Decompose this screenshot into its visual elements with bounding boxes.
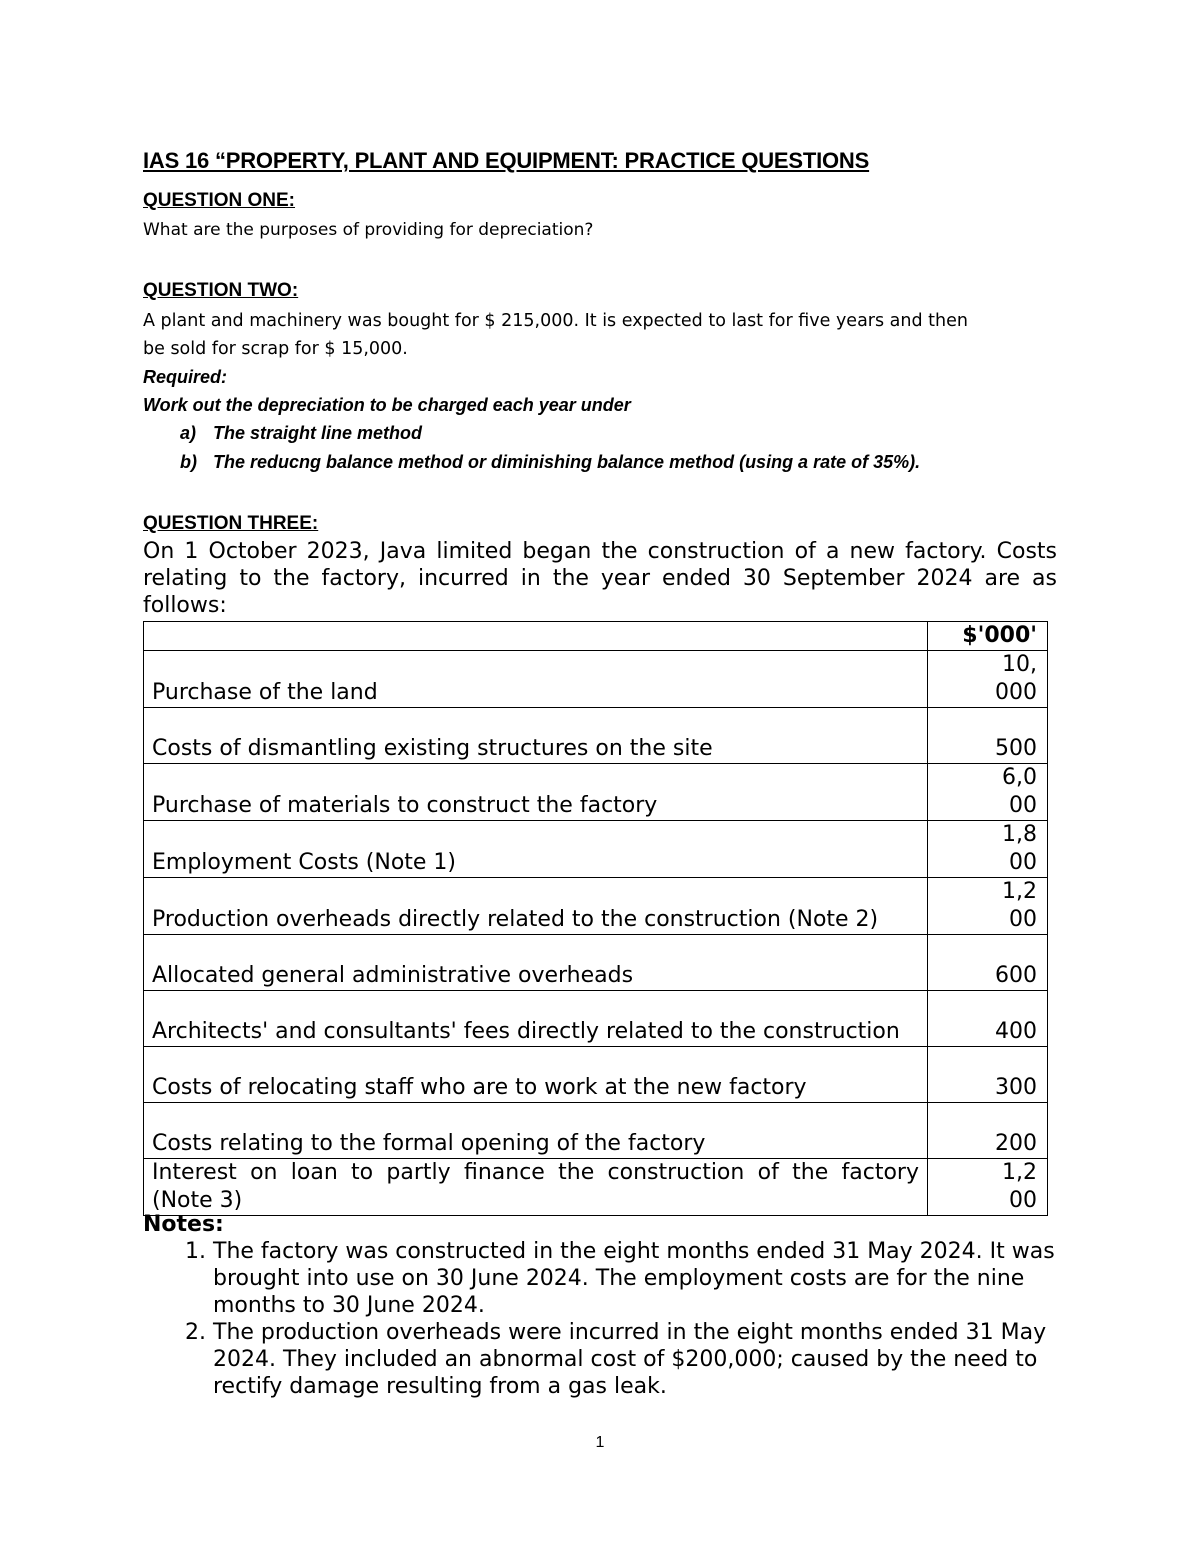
table-row [144,1103,1048,1159]
table-header-description [144,622,928,651]
required-label: Required: [143,367,228,387]
row-description: Interest on loan to partly finance the construction of the factory (Note 3) [144,1159,928,1216]
row-amount-value: 1,800 [1002,822,1037,875]
row-amount-value: 300 [995,1075,1037,1100]
row-amount [928,1103,1048,1159]
page-number: 1 [595,1434,605,1451]
row-description: Costs of relocating staff who are to work at the new factory [144,1047,928,1103]
row-description: Purchase of the land [144,651,928,708]
question-one-heading: QUESTION ONE: [143,190,296,211]
row-amount-value: 10,000 [995,652,1037,705]
question-three-heading: QUESTION THREE: [143,513,319,534]
row-amount-value: 500 [995,736,1037,761]
table-row [144,935,1048,991]
table-row [144,1159,1048,1216]
question-two-heading: QUESTION TWO: [143,280,299,301]
table-row [144,651,1048,708]
question-two-item-a [180,423,422,444]
row-description: Costs relating to the formal opening of the factory [144,1103,928,1159]
row-amount-value: 600 [995,963,1037,988]
row-amount-value: 6,000 [1002,765,1037,818]
table-row [144,878,1048,935]
question-three-intro-text: On 1 October 2023, Java limited began the construction of a new factory. Costs relating to the factory, incurred in the year ended 30 September 2024 are as follows: [143,539,1057,618]
note-item: 2. The production overheads were incurred in the eight months ended 31 May 2024. They included an abnormal cost of $200,000; caused by the need to rectify damage resulting from a gas leak. [213,1319,1095,1400]
row-description: Purchase of materials to construct the factory [144,764,928,821]
row-amount [928,821,1048,878]
note-item: 1. The factory was constructed in the eight months ended 31 May 2024. It was brought into use on 30 June 2024. The employment costs are for the nine months to 30 June 2024. [213,1238,1095,1319]
table-row [144,708,1048,764]
question-two-item-b [180,452,920,473]
row-amount-value: 1,200 [1002,1160,1037,1213]
row-amount [928,708,1048,764]
item-a-label: a) [180,423,197,443]
question-two-line-1: A plant and machinery was bought for $ 215,000. It is expected to last for five years and then [143,311,968,331]
row-amount [928,991,1048,1047]
item-b-label: b) [180,452,197,472]
row-amount-value: 1,200 [1002,879,1037,932]
row-amount [928,1047,1048,1103]
table-row [144,1047,1048,1103]
row-amount [928,878,1048,935]
question-one-text: What are the purposes of providing for depreciation? [143,220,594,240]
item-a-text: The straight line method [213,423,423,443]
table-header-row [144,622,1048,651]
cost-table [143,621,1048,1216]
page-title: IAS 16 “PROPERTY, PLANT AND EQUIPMENT: PRACTICE QUESTIONS [143,148,870,173]
row-description: Costs of dismantling existing structures on the site [144,708,928,764]
table-row [144,764,1048,821]
notes-list [175,1238,1095,1400]
notes-heading: Notes: [143,1212,224,1237]
row-amount [928,651,1048,708]
table-row [144,991,1048,1047]
row-amount-value: 400 [995,1019,1037,1044]
row-amount [928,1159,1048,1216]
item-b-text: The reducng balance method or diminishing balance method (using a rate of 35%). [213,452,921,472]
row-description: Architects' and consultants' fees directly related to the construction [144,991,928,1047]
question-two-instruction: Work out the depreciation to be charged each year under [143,395,631,415]
question-two-line-2: be sold for scrap for $ 15,000. [143,339,408,359]
question-three-intro [143,538,1057,619]
row-description: Allocated general administrative overheads [144,935,928,991]
row-amount [928,935,1048,991]
row-amount [928,764,1048,821]
row-amount-value: 200 [995,1131,1037,1156]
table-row [144,821,1048,878]
row-description: Production overheads directly related to the construction (Note 2) [144,878,928,935]
table-header-amount-text: $'000' [962,623,1037,648]
table-header-amount [928,622,1048,651]
row-description: Employment Costs (Note 1) [144,821,928,878]
